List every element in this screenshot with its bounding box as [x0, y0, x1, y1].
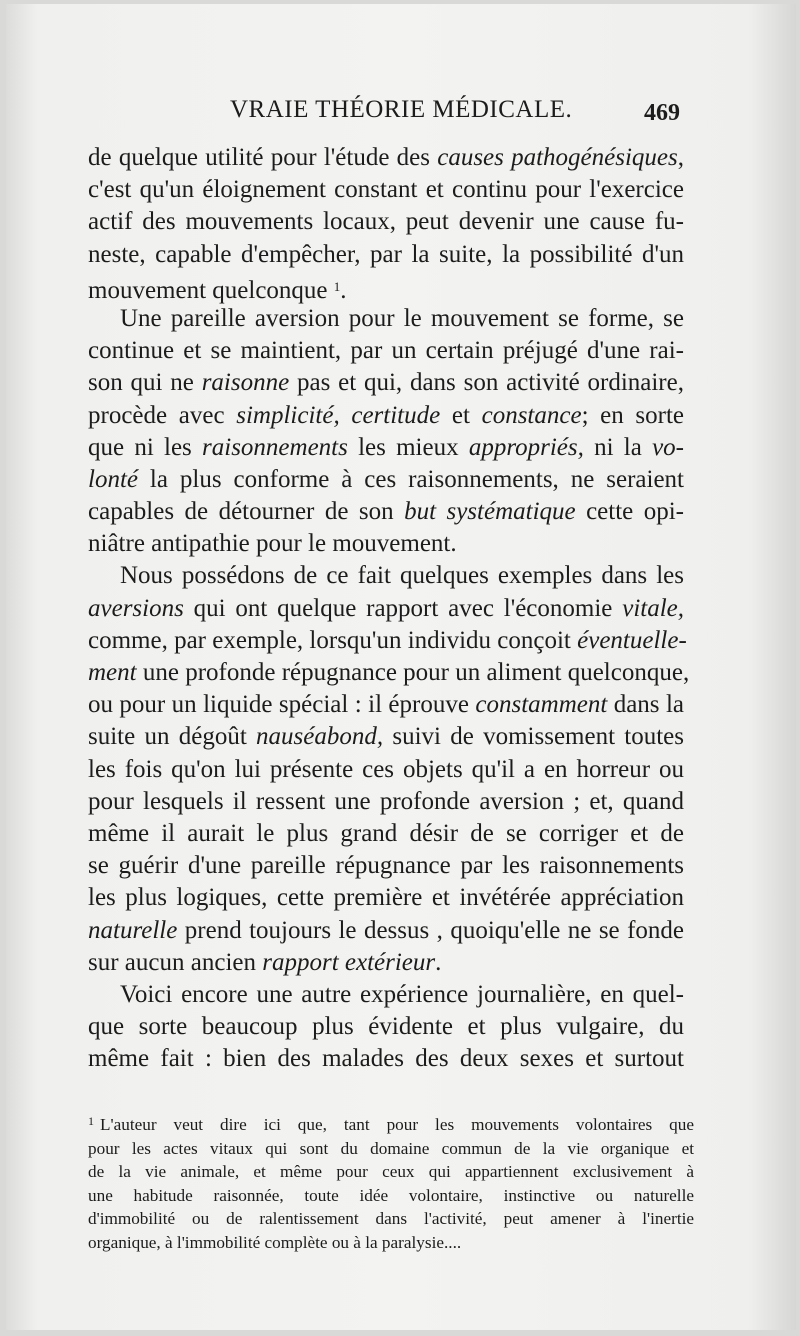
footnote-text: L'auteur veut dire ici que, tant pour les mouvements volontaires que	[100, 1115, 694, 1134]
text-run: mouvement quelconque	[88, 276, 334, 304]
text-run: continue et se maintient, par un certain préjugé d'une rai-	[88, 337, 684, 365]
text-line	[88, 400, 684, 432]
text-run: que sorte beaucoup plus évidente et plus vulgaire, du	[88, 1013, 684, 1041]
text-line	[88, 979, 684, 1011]
italic-text: éventuelle-	[577, 626, 687, 654]
text-run: ni la	[583, 433, 653, 461]
text-run: niâtre antipathie pour le mouvement.	[88, 530, 457, 558]
footnote-text: pour les actes vitaux qui sont du domaine commun de la vie organique et	[88, 1138, 694, 1158]
text-run: capables de détourner de son	[88, 498, 405, 526]
footnote-line	[88, 1184, 694, 1208]
text-line	[88, 882, 684, 914]
text-line	[88, 818, 684, 850]
text-run: Une pareille aversion pour le mouvement se forme, se	[120, 304, 684, 332]
italic-text: simplicité, certitude	[236, 401, 441, 429]
italic-text: nauséabond,	[256, 723, 384, 751]
text-run: .	[340, 276, 347, 304]
text-run: qui ont quelque rapport avec l'économie	[183, 594, 623, 622]
footnote-line	[88, 1137, 694, 1161]
text-line	[88, 625, 687, 657]
text-run: neste, capable d'empêcher, par la suite, la possibilité d'un	[88, 240, 684, 268]
text-line	[88, 239, 684, 271]
text-run: actif des mouvements locaux, peut devenir une cause fu-	[88, 208, 684, 236]
italic-text: lonté	[88, 465, 138, 493]
text-line	[88, 496, 684, 528]
text-line	[88, 142, 684, 174]
page-header	[6, 96, 796, 132]
text-run: suivi de vomissement toutes	[383, 723, 684, 751]
text-run: ou pour un liquide spécial : il éprouve	[88, 691, 476, 719]
text-run: suite un dégoût	[88, 723, 257, 751]
text-line	[88, 528, 684, 560]
text-run: Voici encore une autre expérience journalière, en quel-	[120, 980, 684, 1008]
italic-text: but systématique	[404, 498, 576, 526]
text-run: et	[440, 401, 482, 429]
text-run: la plus conforme à ces raisonnements, ne seraient	[138, 465, 684, 493]
text-run: Nous possédons de ce fait quelques exemples dans les	[120, 562, 684, 590]
text-run: sur aucun ancien	[88, 948, 263, 976]
text-run: c'est qu'un éloignement constant et continu pour l'exercice	[88, 176, 684, 204]
running-title: VRAIE THÉORIE MÉDICALE.	[230, 96, 573, 123]
text-run: les plus logiques, cette première et invétérée appréciation	[88, 884, 684, 912]
footnote-text: de la vie animale, et même pour ceux qui appartiennent exclusivement à	[88, 1162, 694, 1181]
italic-text: vo-	[652, 433, 684, 461]
text-line	[88, 174, 684, 206]
text-run: cette opi-	[575, 498, 684, 526]
text-line	[88, 303, 684, 335]
text-line	[88, 432, 684, 464]
page-number: 469	[644, 100, 680, 126]
italic-text: naturelle	[88, 916, 178, 944]
text-line	[88, 786, 684, 818]
footnote-line	[88, 1207, 694, 1231]
text-run: .	[435, 948, 442, 976]
text-run: pour lesquels il ressent une profonde aversion ; et, quand	[88, 787, 684, 815]
italic-text: raisonne	[201, 369, 290, 397]
text-line	[88, 335, 684, 367]
text-run: prend toujours le dessus , quoiqu'elle ne se fonde	[177, 916, 684, 944]
text-line	[88, 271, 684, 303]
text-run: même il aurait le plus grand désir de se corriger et de	[88, 819, 684, 847]
text-line	[88, 721, 684, 753]
text-line	[88, 593, 684, 625]
text-run: son qui ne	[88, 369, 202, 397]
text-run: même fait : bien des malades des deux sexes et surtout	[88, 1045, 684, 1073]
text-line	[88, 850, 684, 882]
text-line	[88, 464, 684, 496]
footnote-text: organique, à l'immobilité complète ou à la paralysie....	[88, 1232, 462, 1252]
italic-text: causes pathogénésiques	[437, 144, 678, 171]
italic-text: ment	[88, 659, 137, 686]
text-line	[88, 206, 684, 238]
text-line	[88, 367, 684, 399]
italic-text: aversions	[88, 594, 184, 622]
italic-text: constamment	[475, 691, 608, 719]
text-run: les mieux	[347, 433, 469, 461]
footnotes	[88, 1110, 694, 1254]
text-run: dans la	[607, 691, 684, 719]
text-run: que ni les	[88, 433, 203, 461]
italic-text: constance	[481, 401, 582, 429]
text-line	[88, 1011, 684, 1043]
text-line	[88, 657, 690, 689]
book-page	[6, 4, 796, 1330]
text-line	[88, 947, 684, 979]
text-run: ; en sorte	[581, 401, 685, 429]
footnote-reference: 1	[333, 278, 341, 294]
italic-text: vitale,	[622, 594, 684, 622]
text-line	[88, 1043, 684, 1075]
italic-text: appropriés,	[468, 433, 584, 461]
text-run: une profonde répugnance pour un aliment quelconque,	[136, 659, 690, 686]
text-line	[88, 915, 684, 947]
footnote-mark: 1	[88, 1114, 94, 1128]
footnote-line	[88, 1160, 694, 1184]
text-run: se guérir d'une pareille répugnance par les raisonnements	[88, 852, 684, 880]
text-run: procède avec	[88, 401, 237, 429]
italic-text: rapport extérieur	[262, 948, 436, 976]
text-run: pas et qui, dans son activité ordinaire,	[289, 369, 684, 397]
text-run: ,	[677, 144, 684, 171]
text-run: les fois qu'on lui présente ces objets qu'il a en horreur ou	[88, 755, 684, 783]
text-run: comme, par exemple, lorsqu'un individu conçoit	[88, 626, 578, 654]
text-line	[88, 689, 684, 721]
text-run: de quelque utilité pour l'étude des	[88, 144, 438, 171]
text-line	[88, 754, 684, 786]
footnote-line	[88, 1231, 694, 1255]
footnote-text: d'immobilité ou de ralentissement dans l'activité, peut amener à l'inertie	[88, 1209, 694, 1228]
text-line	[88, 560, 684, 592]
italic-text: raisonnements	[202, 433, 348, 461]
body-text	[88, 142, 690, 1075]
footnote-text: une habitude raisonnée, toute idée volontaire, instinctive ou naturelle	[88, 1185, 694, 1205]
footnote-line	[88, 1110, 694, 1137]
